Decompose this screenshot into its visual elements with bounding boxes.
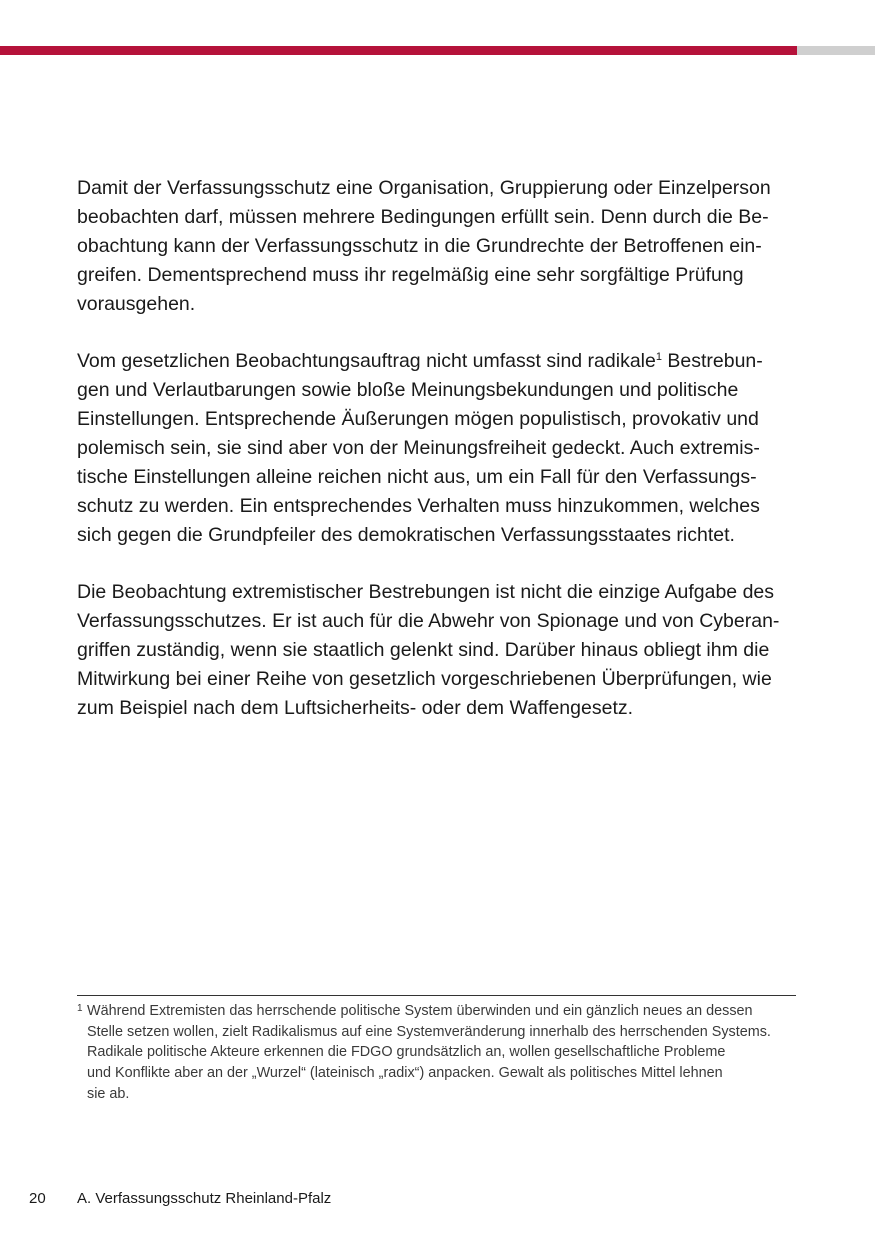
paragraph-1 xyxy=(77,174,797,319)
text-segment: Vom gesetzlichen Beobachtungsauftrag nicht umfasst sind radikale xyxy=(77,350,656,372)
text-line: Damit der Verfassungsschutz eine Organisation, Gruppierung oder Einzelperson xyxy=(77,177,771,199)
running-footer-title: A. Verfassungsschutz Rheinland-Pfalz xyxy=(77,1190,332,1207)
text-line: beobachten darf, müssen mehrere Bedingungen erfüllt sein. Denn durch die Be- xyxy=(77,206,769,228)
text-line: greifen. Dementsprechend muss ihr regelmäßig eine sehr sorgfältige Prüfung xyxy=(77,264,744,286)
text-segment: Bestrebun- xyxy=(661,350,763,372)
text-line: obachtung kann der Verfassungsschutz in die Grundrechte der Betroffenen ein- xyxy=(77,235,762,257)
text-line: Einstellungen. Entsprechende Äußerungen mögen populistisch, provokativ und xyxy=(77,408,759,430)
footnote xyxy=(77,1001,796,1105)
header-accent-bar xyxy=(0,46,797,55)
footnote-line: Radikale politische Akteure erkennen die FDGO grundsätzlich an, wollen gesellschaftliche Probleme xyxy=(87,1044,726,1061)
footnote-number: 1 xyxy=(77,1003,83,1014)
footnote-line: und Konflikte aber an der „Wurzel“ (lateinisch „radix“) anpacken. Gewalt als politisches Mittel lehnen xyxy=(87,1065,723,1082)
footnote-divider xyxy=(77,995,796,996)
footnote-line: Stelle setzen wollen, zielt Radikalismus auf eine Systemveränderung innerhalb des herrschenden Systems. xyxy=(87,1023,771,1040)
text-line: vorausgehen. xyxy=(77,293,196,315)
paragraph-2 xyxy=(77,347,797,550)
main-text xyxy=(77,174,797,751)
text-line: griffen zuständig, wenn sie staatlich gelenkt sind. Darüber hinaus obliegt ihm die xyxy=(77,639,770,661)
text-line: tische Einstellungen alleine reichen nicht aus, um ein Fall für den Verfassungs- xyxy=(77,466,757,488)
text-line: schutz zu werden. Ein entsprechendes Verhalten muss hinzukommen, welches xyxy=(77,495,760,517)
text-line: sich gegen die Grundpfeiler des demokratischen Verfassungsstaates richtet. xyxy=(77,524,735,546)
text-line: gen und Verlautbarungen sowie bloße Meinungsbekundungen und politische xyxy=(77,379,739,401)
text-line: Die Beobachtung extremistischer Bestrebungen ist nicht die einzige Aufgabe des xyxy=(77,581,775,603)
text-line: zum Beispiel nach dem Luftsicherheits- oder dem Waffengesetz. xyxy=(77,697,634,719)
page-number: 20 xyxy=(29,1190,46,1207)
text-line: polemisch sein, sie sind aber von der Meinungsfreiheit gedeckt. Auch extremis- xyxy=(77,437,760,459)
footnote-reference[interactable]: 1 xyxy=(655,351,662,363)
header-secondary-bar xyxy=(797,46,875,55)
text-line: Verfassungsschutzes. Er ist auch für die Abwehr von Spionage und von Cyberan- xyxy=(77,610,780,632)
paragraph-3 xyxy=(77,578,797,723)
footnote-line: sie ab. xyxy=(87,1085,130,1102)
text-line: Mitwirkung bei einer Reihe von gesetzlich vorgeschriebenen Überprüfungen, wie xyxy=(77,668,772,690)
footnote-line: Während Extremisten das herrschende politische System überwinden und ein gänzlich neues an dessen xyxy=(87,1003,753,1019)
text-line-with-footnote xyxy=(77,347,797,376)
footnote-text xyxy=(87,1001,796,1105)
